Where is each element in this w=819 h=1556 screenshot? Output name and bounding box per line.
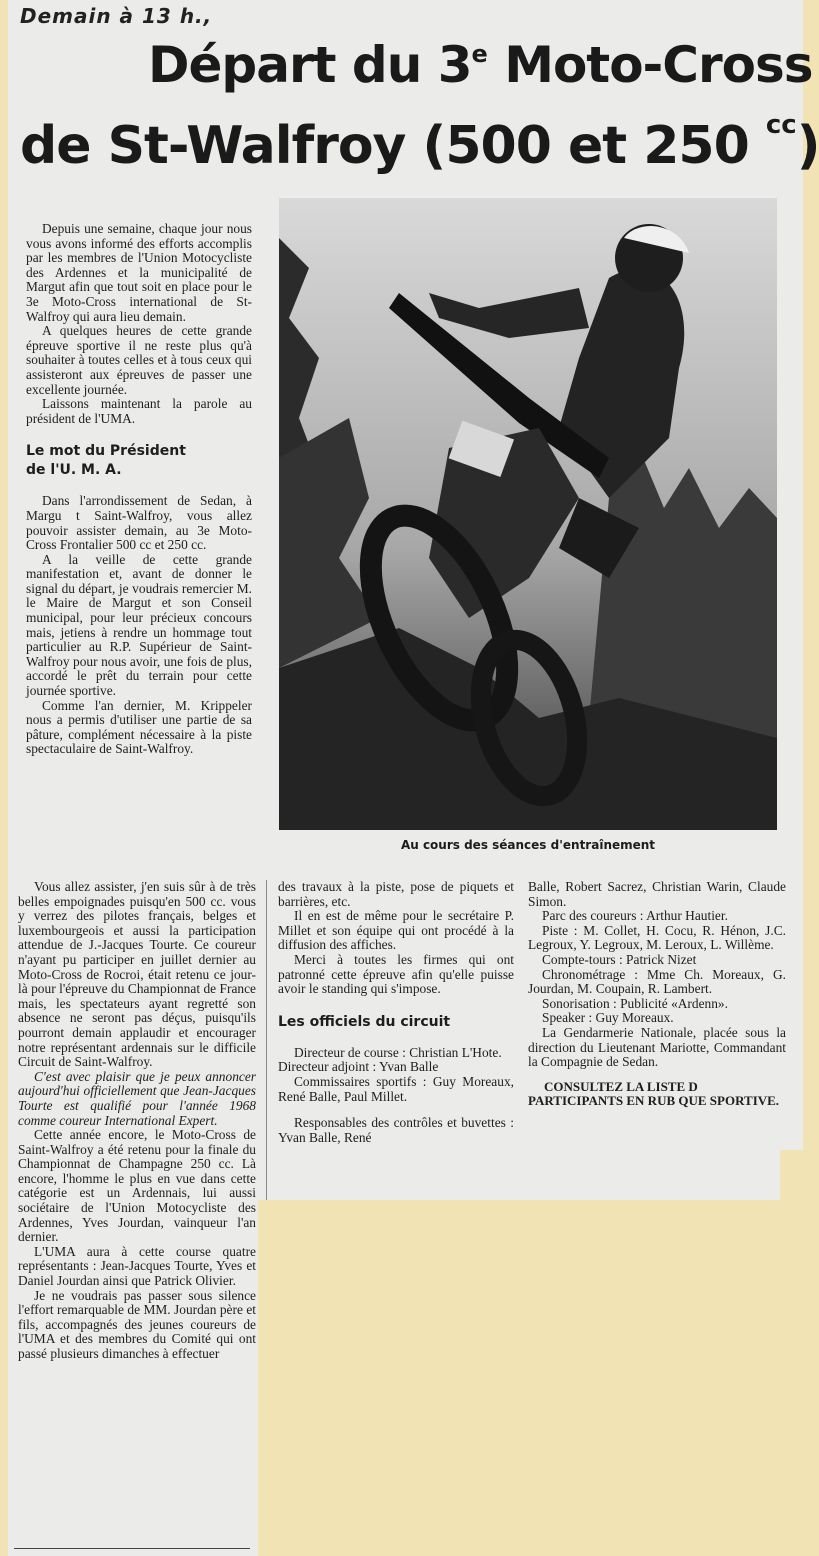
- body-paragraph: Il en est de même pour le secrétaire P. Millet et son équipe qui ont procédé à la diffusion des affiches.: [278, 908, 514, 953]
- officiel-entry: Sonorisation : Publicité «Ardenn».: [542, 995, 728, 1011]
- officiel-entry: Balle, Robert Sacrez, Christian Warin, Claude Simon.: [528, 879, 786, 909]
- body-paragraph: des travaux à la piste, pose de piquets et barrières, etc.: [278, 879, 514, 909]
- body-paragraph: L'UMA aura à cette course quatre représentants : Jean-Jacques Tourte, Yves et Daniel Jourdan ainsi que Patrick Olivier.: [18, 1243, 256, 1289]
- intro-paragraph: Laissons maintenant la parole au président de l'UMA.: [26, 396, 252, 426]
- intro-paragraph: A quelques heures de cette grande épreuve sportive il ne reste plus qu'à souhaiter à toutes celles et à tous ceux qui assisteront aux épreuves de passer une excellente journée.: [26, 323, 252, 397]
- body-paragraph: Cette année encore, le Moto-Cross de Saint-Walfroy a été retenu pour la finale du Championnat de Champagne 250 cc. Là encore, l'homme le plus en vue dans cette catégorie est un Ardennais, lui aussi sociétaire de l'Union Motocycliste des Ardennes, Yves Jourdan, vainqueur l'an dernier.: [18, 1127, 256, 1245]
- kicker: Demain à 13 h.,: [20, 4, 213, 28]
- officiel-entry: Speaker : Guy Moreaux.: [542, 1010, 674, 1026]
- column-officiels-continued: [528, 880, 786, 1108]
- column-president-continued: [18, 880, 256, 1362]
- intro-paragraph: Depuis une semaine, chaque jour nous vous avons informé des efforts accomplis par les membres de l'Union Motocycliste des Ardennes et la municipalité de Margut afin que tout soit en place pour le 3e Moto-Cross international de St-Walfroy qui aura lieu demain.: [26, 221, 252, 324]
- subhead-president: Le mot du Président de l'U. M. A.: [26, 443, 186, 479]
- president-paragraph: A la veille de cette grande manifestation et, avant de donner le signal du départ, je voudrais remercier M. le Maire de Margut et son Conseil municipal, pour leur précieux concours mais, jetiens à rendre un hommage tout particulier au R.P. Supérieur de Saint-Walfroy pour nous avoir, une fois de plus, accordé le prêt du terrain pour cette journée sportive.: [26, 551, 252, 699]
- president-paragraph: Dans l'arrondissement de Sedan, à Margu t Saint-Walfroy, vous allez pouvoir assister demain, au 3e Moto-Cross Frontalier 500 cc et 250 cc.: [26, 493, 252, 553]
- subhead-officiels: Les officiels du circuit: [278, 1013, 451, 1030]
- headline-line-1: Départ du 3e Moto-Cross: [148, 36, 813, 94]
- officiel-entry: Piste : M. Collet, H. Cocu, R. Hénon, J.C. Legroux, Y. Legroux, M. Leroux, L. Willème.: [528, 922, 786, 953]
- column-intro: [26, 222, 252, 757]
- officiel-entry: La Gendarmerie Nationale, placée sous la direction du Lieutenant Mariotte, Commandant la Compagnie de Sedan.: [528, 1024, 786, 1070]
- photo-caption: Au cours des séances d'entraînement: [400, 838, 656, 852]
- body-paragraph: Merci à toutes les firmes qui ont patronné cette épreuve afin qu'elle puisse avoir le standing qui s'impose.: [278, 951, 514, 997]
- officiel-entry: Directeur de course : Christian L'Hote.: [294, 1044, 502, 1060]
- bottom-rule: [14, 1548, 250, 1549]
- body-paragraph: C'est avec plaisir que je peux annoncer aujourd'hui officiellement que Jean-Jacques Tourte est qualifié pour l'année 1968 comme coureur International Expert.: [18, 1068, 256, 1128]
- headline-line-2: de St-Walfroy (500 et 250 $^{cc}$): [20, 110, 819, 176]
- torn-edge: [780, 1150, 805, 1210]
- motocross-rider-photo: [279, 198, 777, 830]
- officiel-entry: Directeur adjoint : Yvan Balle: [278, 1059, 439, 1075]
- body-paragraph: Vous allez assister, j'en suis sûr à de très belles empoignades puisqu'en 500 cc. vous y verrez des pilotes français, belges et luxembourgeois et aussi la participation attendue de J.-Jacques Tourte. Ce coureur n'ayant pu participer en juillet dernier au Moto-Cross de Rocroi, était retenu ce jour-là pour l'épreuve du Championnat de France mais, les spectateurs ayant regretté son absence ne seront pas déçus, puisqu'ils pourront demain applaudir et encourager notre représentant ardennais sur le difficile Circuit de Saint-Walfroy.: [18, 879, 256, 1070]
- officiel-entry: Chronométrage : Mme Ch. Moreaux, G. Jourdan, M. Coupain, R. Lambert.: [528, 966, 786, 997]
- officiel-entry: Compte-tours : Patrick Nizet: [542, 951, 697, 967]
- officiel-entry: Commissaires sportifs : Guy Moreaux, René Balle, Paul Millet.: [278, 1073, 514, 1104]
- column-officiels: [278, 880, 514, 1145]
- president-paragraph: Comme l'an dernier, M. Krippeler nous a permis d'utiliser une partie de sa pâture, complément nécessaire à la piste spectaculaire de Saint-Walfroy.: [26, 697, 252, 757]
- column-rule: [266, 880, 267, 1200]
- body-paragraph: Je ne voudrais pas passer sous silence l'effort remarquable de MM. Jourdan père et fils, accompagnés des jeunes coureurs de l'UMA et des membres du Comité qui ont passé plusieurs dimanches à effectuer: [18, 1287, 256, 1361]
- consult-notice: CONSULTEZ LA LISTE D PARTICIPANTS EN RUB QUE SPORTIVE.: [528, 1078, 780, 1108]
- officiel-entry: Parc des coureurs : Arthur Hautier.: [542, 908, 728, 924]
- officiel-entry: Responsables des contrôles et buvettes : Yvan Balle, René: [278, 1115, 514, 1145]
